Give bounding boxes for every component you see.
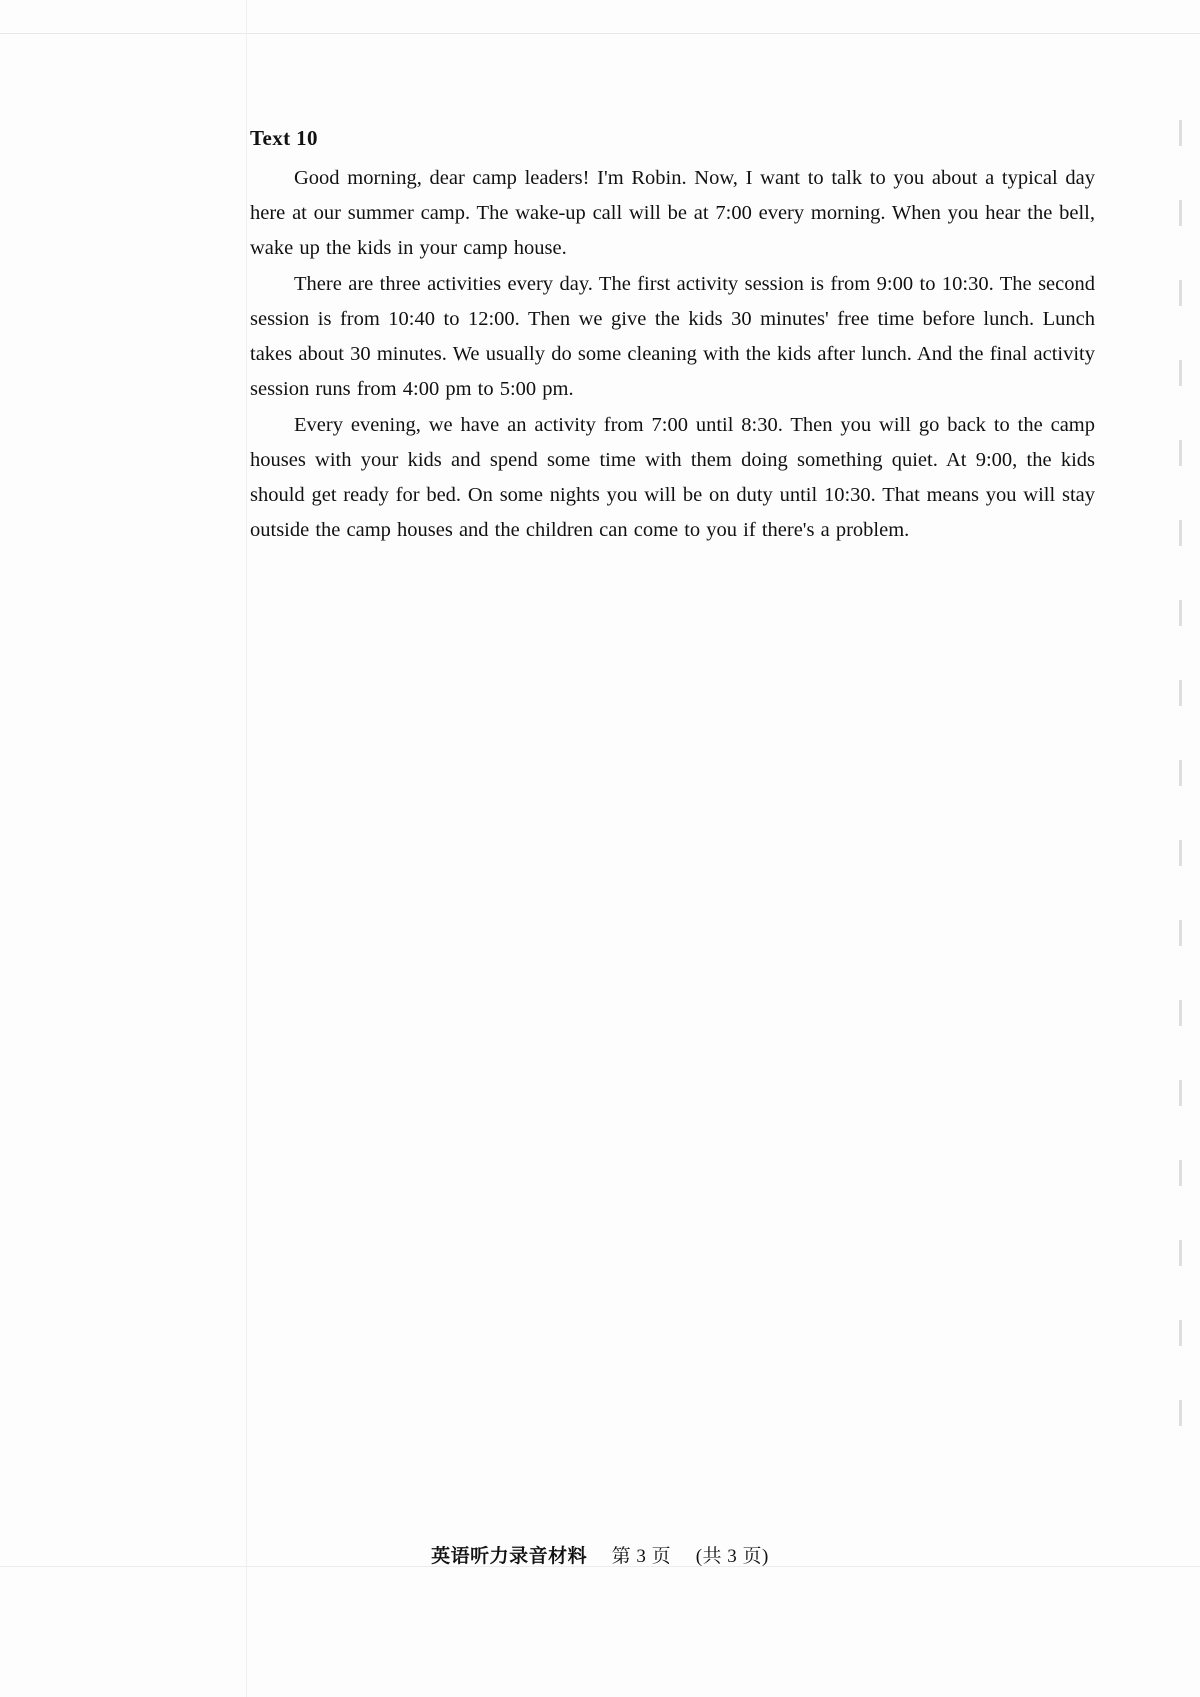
scan-edge-line-left	[246, 0, 247, 1697]
section-heading: Text 10	[250, 126, 318, 150]
footer-page-total: (共 3 页)	[695, 1546, 769, 1567]
paragraph: There are three activities every day. The first activity session is from 9:00 to 10:30. The second session is from 10:40 to 12:00. Then we give the kids 30 minutes' free time before lunch. Lunch takes about 30 minutes. We usually do some cleaning with the kids after lunch. And the final activity session runs from 4:00 pm to 5:00 pm.	[250, 273, 1095, 400]
footer-title: 英语听力录音材料	[431, 1546, 588, 1567]
scan-edge-marks	[1178, 0, 1182, 1697]
scan-edge-line-top	[0, 33, 1200, 34]
paragraph: Good morning, dear camp leaders! I'm Robin. Now, I want to talk to you about a typical day here at our summer camp. The wake-up call will be at 7:00 every morning. When you hear the bell, wake up the kids in your camp house.	[250, 167, 1095, 259]
document-body	[250, 126, 1095, 549]
footer-page-number: 第 3 页	[611, 1546, 672, 1567]
paragraph: Every evening, we have an activity from 7:00 until 8:30. Then you will go back to the camp houses with your kids and spend some time with them doing something quiet. At 9:00, the kids should get ready for bed. On some nights you will be on duty until 10:30. That means you will stay outside the camp houses and the children can come to you if there's a problem.	[250, 414, 1095, 541]
page-footer	[0, 1541, 1200, 1568]
